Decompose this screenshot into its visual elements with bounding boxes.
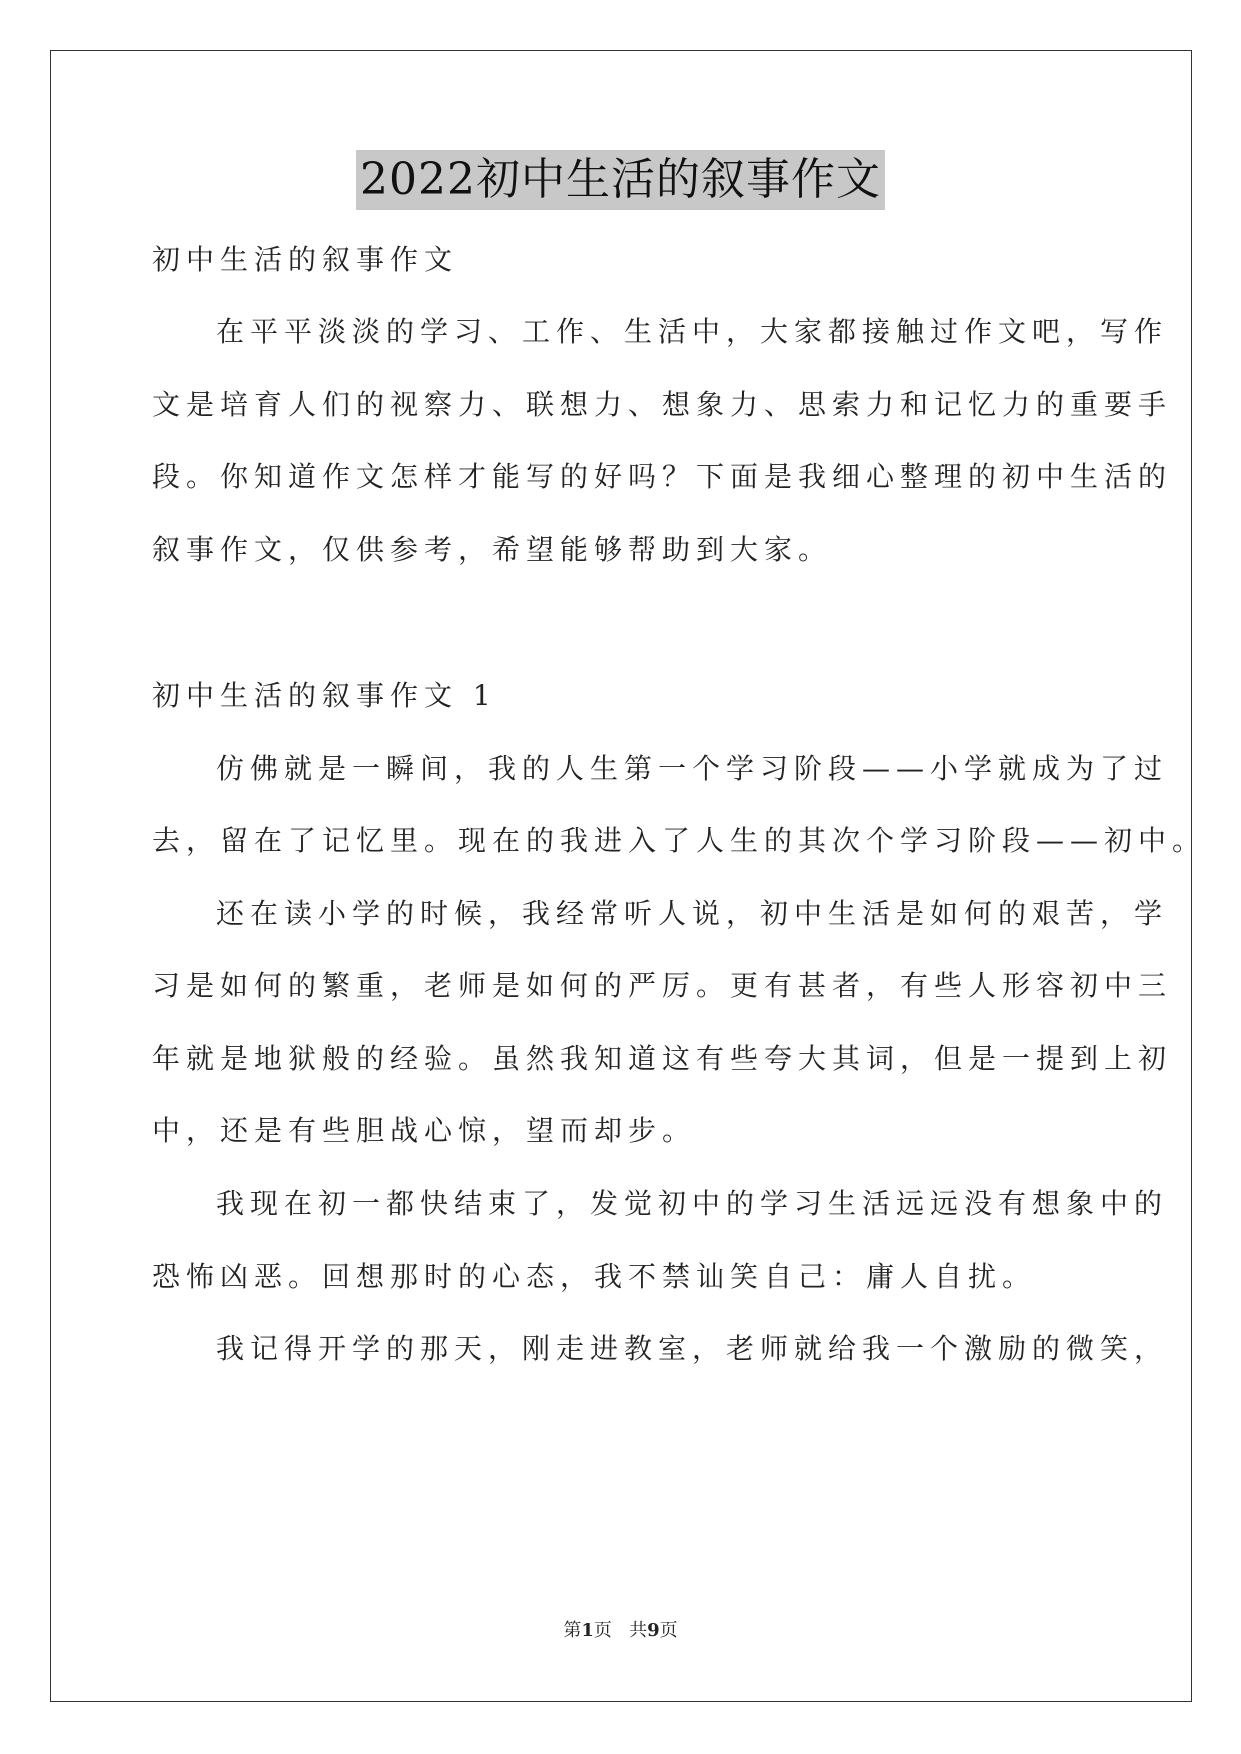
paragraph-line: 仿佛就是一瞬间，我的人生第一个学习阶段——小学就成为了过: [216, 752, 1169, 785]
footer-suffix: 页: [659, 1620, 678, 1641]
current-page-number: 1: [581, 1620, 594, 1641]
paragraph-line: 我现在初一都快结束了，发觉初中的学习生活远远没有想象中的: [216, 1187, 1169, 1220]
section-heading: 初中生活的叙事作文 1: [152, 679, 497, 712]
footer-middle: 页 共: [593, 1620, 648, 1641]
paragraph-line: 段。你知道作文怎样才能写的好吗？下面是我细心整理的初中生活的: [152, 460, 1173, 493]
paragraph-line: 恐怖凶恶。回想那时的心态，我不禁讪笑自己：庸人自扰。: [152, 1260, 1037, 1293]
paragraph-line: 叙事作文，仅供参考，希望能够帮助到大家。: [152, 533, 833, 566]
paragraph-line: 我记得开学的那天，刚走进教室，老师就给我一个激励的微笑，: [216, 1332, 1169, 1365]
page-border: [50, 50, 1192, 1702]
paragraph-line: 习是如何的繁重，老师是如何的严厉。更有甚者，有些人形容初中三: [152, 969, 1173, 1002]
paragraph-line: 中，还是有些胆战心惊，望而却步。: [152, 1114, 697, 1147]
paragraph-line: 在平平淡淡的学习、工作、生活中，大家都接触过作文吧，写作: [216, 315, 1169, 348]
document-title: 2022初中生活的叙事作文: [356, 150, 885, 210]
subtitle: 初中生活的叙事作文: [152, 243, 459, 276]
title-block: [0, 150, 1241, 210]
total-page-count: 9: [647, 1620, 660, 1641]
page-footer: [0, 1616, 1241, 1642]
paragraph-line: 文是培育人们的视察力、联想力、想象力、思索力和记忆力的重要手: [152, 388, 1173, 421]
footer-prefix: 第: [563, 1620, 582, 1641]
paragraph-line: 还在读小学的时候，我经常听人说，初中生活是如何的艰苦，学: [216, 897, 1169, 930]
paragraph-line: 去，留在了记忆里。现在的我进入了人生的其次个学习阶段——初中。: [152, 824, 1207, 857]
paragraph-line: 年就是地狱般的经验。虽然我知道这有些夸大其词，但是一提到上初: [152, 1042, 1173, 1075]
